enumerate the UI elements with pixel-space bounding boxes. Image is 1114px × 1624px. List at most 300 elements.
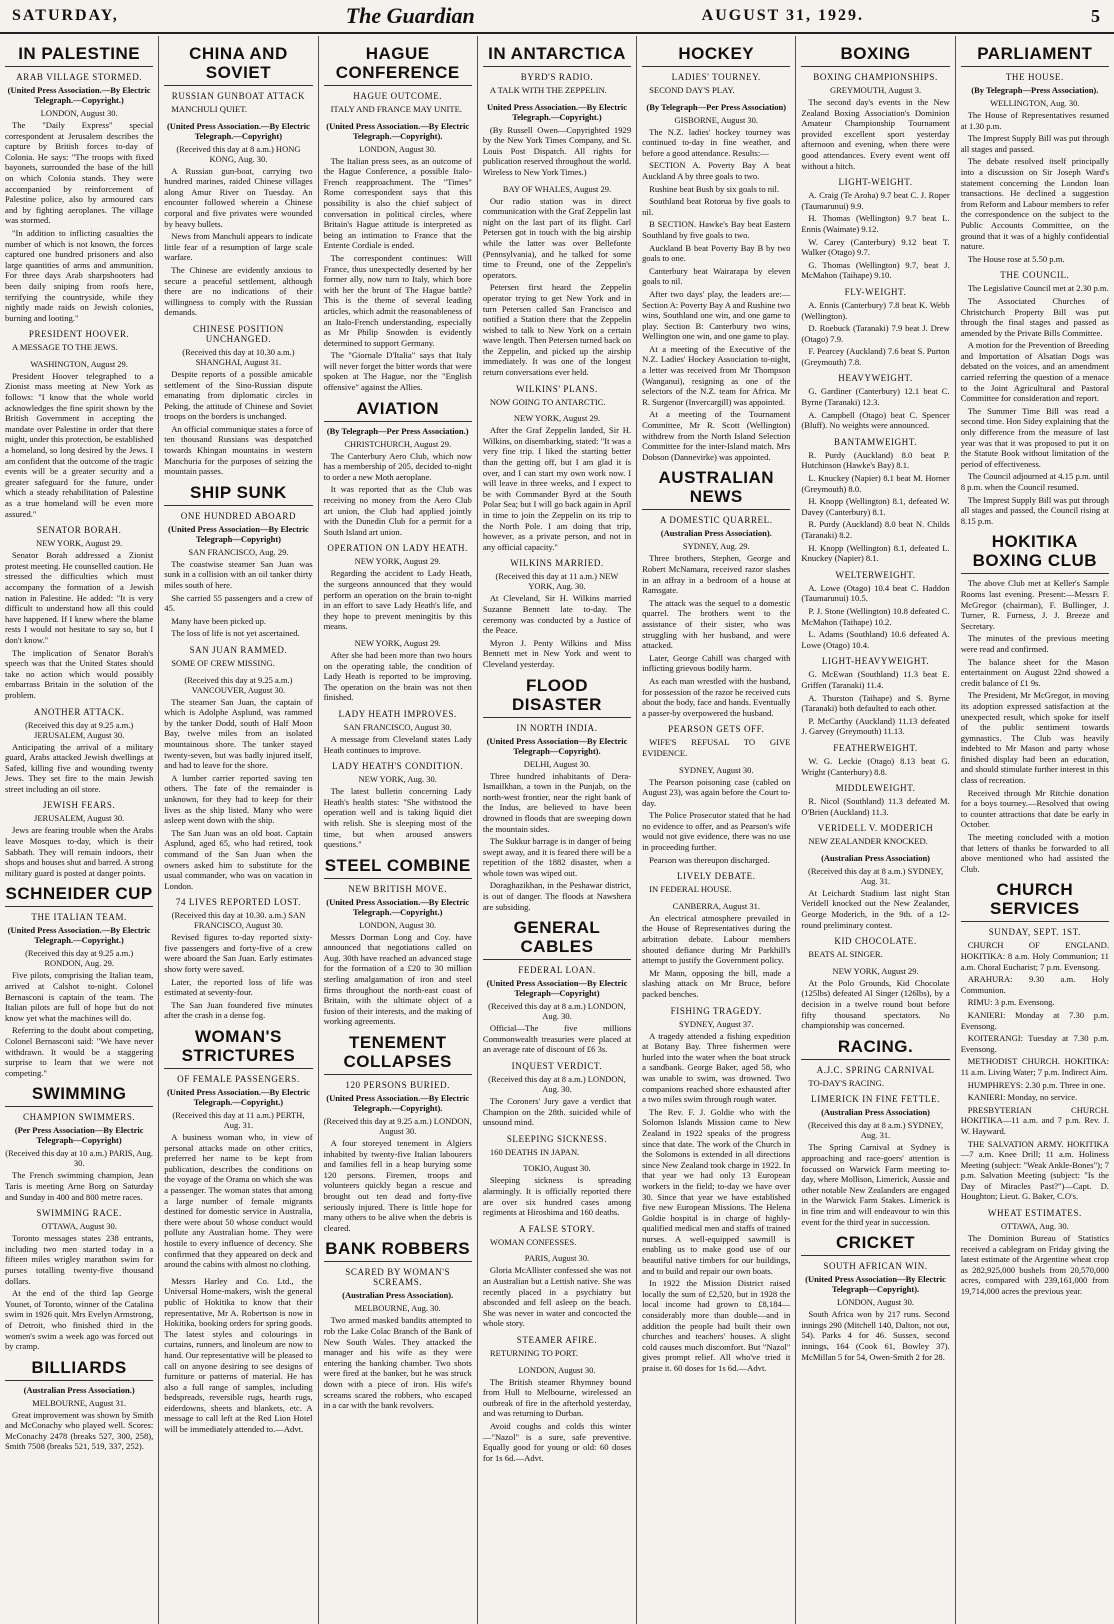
dateline: CHRISTCHURCH, August 29. xyxy=(344,438,452,449)
article-paragraph: The second day's events in the New Zealand Boxing Association's Dominion Amateur Championship Tournament provided excellent sport yesterday afternoon and evening, when there were good attendances. Every event went off without a hitch. xyxy=(801,97,950,171)
article-paragraph: P. J. Stone (Wellington) 10.8 defeated C. McMahon (Taihape) 10.2. xyxy=(801,605,950,627)
dateline: MELBOURNE, Aug. 30. xyxy=(354,1303,441,1314)
article-paragraph: The British steamer Rhymney bound from Hull to Melbourne, wirelessed an outbreak of fire in the afterhold yesterday, and was returning to Durban. xyxy=(482,1376,632,1419)
article-subheading: LIGHT-HEAVYWEIGHT. xyxy=(821,656,930,667)
article-paragraph: A. Thurston (Taihape) and S. Byrne (Taranaki) both defaulted to each other. xyxy=(801,692,950,714)
press-credit: (United Press Association—By Electric Telegraph—Copyright). xyxy=(805,1274,946,1295)
article-paragraph: (By Russell Owen—Copyrighted 1929 by the New York Times Company, and St. Louis Post Dispatch. All rights for publication reserved throughout the world. Wireless to New York Times.) xyxy=(482,124,632,177)
article-paragraph: Referring to the doubt about competing, Colonel Bernasconi said: "We have never withdrawn. It would be a staggering surprise to learn that we were not competing." xyxy=(5,1025,154,1078)
article-paragraph: PRESBYTERIAN CHURCH. HOKITIKA—11 a.m. and 7 p.m. Rev. J. W. Hayward. xyxy=(960,1104,1109,1136)
article-subheading: FLY-WEIGHT. xyxy=(844,286,907,297)
press-credit: (By Telegraph—Per Press Association.) xyxy=(326,425,469,436)
article-subheading: OPERATION ON LADY HEATH. xyxy=(327,543,468,554)
article xyxy=(324,1239,472,1410)
column-7 xyxy=(956,36,1114,1624)
article-subheading: KID CHOCOLATE. xyxy=(834,936,917,947)
article-paragraph: "In addition to inflicting casualties the number of which is not known, the forces captured one hundred prisoners and also large quantities of arms and ammunition. For three days Arab sharpshooters had been daily sniping from roofs here, terrifying the countryside, while they nightly made raids on Jewish colonies, burning and looting." xyxy=(5,227,154,323)
article-headline: SHIP SUNK xyxy=(164,483,312,506)
article-subheading: A DOMESTIC QUARREL. xyxy=(659,515,773,526)
article-paragraph: The President, Mr McGregor, in moving its adoption expressed satisfaction at the unexpected result, which spoke for itself of the public sentiment towards gymnastics. The Club was heavily indebted to Mr Mason and party whose finished display had been an education, and should stimulate further interest in this class of recreation. xyxy=(960,690,1109,786)
article-paragraph: IN FEDERAL HOUSE. xyxy=(649,884,732,895)
article-paragraph: After she had been more than two hours on the operating table, the condition of Lady Heath is reported to be improving. The operation on the brain was not then finished. xyxy=(323,649,472,703)
columns-container xyxy=(0,36,1114,1624)
article-paragraph: G. McEwan (Southland) 11.3 beat E. Griffen (Taranaki) 11.4. xyxy=(801,669,950,690)
article-paragraph: The "Giornale D'Italia" says that Italy will never forget the bitter words that were spoken at The Hague, nor the "English offensive" against the Allies. xyxy=(323,350,472,393)
article-paragraph: CHURCH OF ENGLAND. HOKITIKA: 8 a.m. Holy Communion; 11 a.m. Choral Eucharist; 7 p.m. Evensong. xyxy=(960,940,1109,972)
article-paragraph: The Summer Time Bill was read a second time. Hon Sidey explaining that the only difference from the measure of last year was that it was proposed to put it on the Statute Book without limitation of the period of effectiveness. xyxy=(960,405,1109,469)
article-subheading: A.J.C. SPRING CARNIVAL xyxy=(816,1064,935,1075)
article-paragraph: The debate resolved itself principally into a discussion on Sir Joseph Ward's statement concerning the London loan transactions. He declined a suggestion from Reform and Labour members to refer the correspondence on the subject to the Public Accounts Committee, on the ground that it was of a highly confidential nature. xyxy=(960,156,1109,252)
article xyxy=(801,1094,949,1227)
article-paragraph: Later, the reported loss of life was estimated at seventy-four. xyxy=(164,976,313,998)
dateline: JERUSALEM, August 30. xyxy=(34,813,125,824)
dateline: (Received this day at 8 a.m.) SYDNEY, Aug. 31. xyxy=(807,1120,944,1141)
article-paragraph: 160 DEATHS IN JAPAN. xyxy=(489,1146,580,1157)
article-headline: HAGUE CONFERENCE xyxy=(324,44,472,86)
article-paragraph: D. Roebuck (Taranaki) 7.9 beat J. Drew (Otago) 7.9. xyxy=(801,323,950,344)
article-paragraph: Petersen first heard the Zeppelin operator trying to get New York and in turn Petersen called San Francisco and notified a Station there that the Zeppelin wished to talk to New York on a certain wave length. Then Petersen turned back on the Zeppelin, and picked up the airship immediately. It was one of the longest return conversations ever held. xyxy=(482,282,632,378)
dateline: (Received this day at 8 a.m.) HONG KONG, Aug. 30. xyxy=(176,143,301,164)
article-paragraph: The latest bulletin concerning Lady Heath's health states: "She withstood the operation well and is taking liquid diet with relish. She is sleeping most of the time, but when aroused answers questions." xyxy=(323,786,472,850)
article-headline: CRICKET xyxy=(801,1233,949,1256)
article-subheading: FISHING TRAGEDY. xyxy=(670,1005,762,1016)
article-paragraph: Canterbury beat Wairarapa by eleven goals to nil. xyxy=(642,265,791,287)
article-paragraph: RETURNING TO PORT. xyxy=(489,1347,578,1358)
article-paragraph: NEW ZEALANDER KNOCKED. xyxy=(808,836,928,847)
dateline: NEW YORK, August 29. xyxy=(354,637,441,648)
article-paragraph: A lumber carrier reported saving ten others. The fate of the remainder is unknown, for they had to keep for their lives as the ship listed. Many who were asleep went down with the ship. xyxy=(164,772,313,826)
article-paragraph: An electrical atmosphere prevailed in the House of Representatives during the arbitration debate. Labour members shouted defiance during Mr Parkhill's attempt to justify the Government policy. xyxy=(642,912,791,966)
masthead xyxy=(0,0,1114,34)
article-paragraph: After the Graf Zeppelin landed, Sir H. Wilkins, on disembarking, stated: "It was a very fine trip. I liked the starting better than the getting off, but I am glad it is over, and I can start my own work now. I will leave in three weeks, and I expect to be with Commander Byrd at the South Polar Sea; but I will go back again in April in time to join the Zeppelin on its trip to the North Pole. I am doing that trip, however, as a private person, and not in any official capacity." xyxy=(482,425,632,552)
article xyxy=(961,44,1109,264)
article xyxy=(5,884,153,1078)
article xyxy=(801,373,949,430)
article xyxy=(801,177,949,281)
article-paragraph: Two armed masked bandits attempted to rob the Lake Colac Branch of the Bank of New South Wales. They attacked the manager and his wife as they were entering the banking chamber. Two shots were fired at the banker, but he was struck down with a piece of iron. His wife's screams scared the robbers, who escaped in a car with the bank revolvers. xyxy=(323,1315,472,1411)
dateline: BAY OF WHALES, August 29. xyxy=(502,183,612,194)
article-subheading: ARAB VILLAGE STORMED. xyxy=(16,72,143,82)
article-headline: CHINA AND SOVIET xyxy=(164,44,312,86)
article-subheading: LADIES' TOURNEY. xyxy=(671,72,761,82)
dateline: LONDON, August 30. xyxy=(837,1297,915,1308)
press-credit: (United Press Association.—By Electric Telegraph.—Copyright). xyxy=(326,1093,470,1114)
article xyxy=(483,184,631,378)
article-subheading: BANTAMWEIGHT. xyxy=(833,436,918,447)
article-paragraph: B SECTION. Hawke's Bay beat Eastern Southland by five goals to two. xyxy=(642,219,791,240)
article-paragraph: President Hoover telegraphed to a Zionist mass meeting at New York as follows: "I know that the whole world acknowledges the fine spirit shown by the British Government in accepting the mandate over Palestine in order that there might, under this protection, be established a homeland, so long desired by the Jews. I am confident that the outcome of the tragic events will be a greater security and a greater safeguard for the future, under which a steady rehabilitation of Palestine as a true homeland will be even more assured." xyxy=(5,370,154,519)
article-paragraph: ITALY AND FRANCE MAY UNITE. xyxy=(330,104,462,114)
article-paragraph: A motion for the Prevention of Breeding and Importation of Alsatian Dogs was debated on the voices, and an amendment carried referring the question of a menace to the Joint Agricultural and Pastoral Committee for consideration and report. xyxy=(960,340,1109,404)
article-subheading: 120 PERSONS BURIED. xyxy=(345,1080,451,1091)
article-paragraph: Great improvement was shown by Smith and McConachy who played well. Scores: McConachy 2478 (breaks 527, 300, 258), Smith 7508 (breaks 521, 519, 337, 252). xyxy=(5,1409,154,1452)
article xyxy=(642,468,790,718)
article xyxy=(801,966,949,1031)
article-paragraph: H. Thomas (Wellington) 9.7 beat L. Ennis (Waimate) 9.12. xyxy=(801,213,950,234)
press-credit: (By Telegraph—Per Press Association) xyxy=(646,101,787,112)
article-headline: GENERAL CABLES xyxy=(483,918,631,960)
article-subheading: STEAMER AFIRE. xyxy=(516,1334,598,1345)
article xyxy=(483,918,631,1055)
article xyxy=(642,102,790,463)
article-paragraph: R. Purdy (Auckland) 8.0 beat P. Hutchinson (Hawke's Bay) 8.1. xyxy=(801,449,950,471)
dateline: LONDON, August 30. xyxy=(359,919,437,930)
article xyxy=(483,1365,631,1464)
article xyxy=(164,1027,312,1270)
article-subheading: ONE HUNDRED ABOARD xyxy=(180,510,297,521)
dateline: (Received this day at 9.25 a.m.) VANCOUVER, August 30. xyxy=(184,674,293,695)
article-paragraph: Our radio station was in direct communication with the Graf Zeppelin last night on the last part of its flight. Carl Petersen got in touch with the big airship while the latter was over Bellefonte (Pennsylvania), and he talked for some time to Freund, one of the Zeppelin's operators. xyxy=(482,195,632,280)
dateline: (Received this day at 11 a.m.) NEW YORK, Aug. 30. xyxy=(495,571,619,592)
article-subheading: OF FEMALE PASSENGERS. xyxy=(177,1074,300,1085)
article xyxy=(164,645,312,669)
article-paragraph: HUMPHREYS: 2.30 p.m. Three in one. xyxy=(967,1079,1106,1090)
article-paragraph: Many have been picked up. xyxy=(171,615,267,626)
article xyxy=(961,270,1109,526)
press-credit: (By Telegraph—Press Association). xyxy=(971,85,1099,95)
article xyxy=(642,44,790,96)
dateline: GISBORNE, August 30. xyxy=(674,114,759,125)
article-paragraph: Toronto messages states 238 entrants, including two men started today in a fifteen miles wrigley marathon swim for purses totalling twenty-five thousand dollars. xyxy=(5,1233,154,1286)
article xyxy=(801,783,949,817)
article xyxy=(801,1037,949,1089)
article-paragraph: The Sukkur barrage is in danger of being swept away, and it is feared there will be a repetition of the 1882 disaster, when a whole town was wiped out. xyxy=(482,836,632,878)
dateline: NEW YORK, August 29. xyxy=(513,413,601,424)
article-paragraph: Gloria McAllister confessed she was not an Australian but a Lettish native. She was recently placed in a psychiatry but absconded and fell asleep on the beach. She was never in water and concocted the whole story. xyxy=(482,1265,632,1329)
article-paragraph: SECTION A. Poverty Bay A beat Auckland A by three goals to two. xyxy=(642,160,791,181)
article-paragraph: At a meeting of the Executive of the N.Z. Ladies' Hockey Association to-night, a letter was received from Mr Thompson (Wanganui), resigning as one of the selectors of the N.Z. team for Africa. Mr R. Surgenor (Invercargill) was appointed. xyxy=(642,343,791,407)
article-paragraph: Later, George Cahill was charged with inflicting grievous bodily harm. xyxy=(642,652,791,674)
article xyxy=(801,570,949,651)
article-paragraph: TO-DAY'S RACING. xyxy=(808,1077,884,1088)
article xyxy=(801,437,949,564)
press-credit: (Australian Press Association) xyxy=(821,1107,931,1118)
article-subheading: LADY HEATH'S CONDITION. xyxy=(332,761,464,772)
article-subheading: MIDDLEWEIGHT. xyxy=(835,783,916,794)
article-paragraph: South Africa won by 217 runs. Second innings 290 (Mitchell 140, Dalton, not out, 54). Parks 4 for 46. Sussex, second innings, 164 (Cook 61, Bowley 37). McMillan 5 for 54, Owen-Smith 2 for 28. xyxy=(801,1309,950,1362)
article xyxy=(801,287,949,368)
dateline: NEW YORK, August 29. xyxy=(36,538,123,549)
article-paragraph: The coastwise steamer San Juan was sunk in a collision with an oil tanker thirty miles south of here. xyxy=(164,558,313,591)
article-paragraph: Three brothers, Stephen, George and Robert McNamara, received razor slashes in an affray in a bedroom of a house at Ramsgate. xyxy=(642,553,791,596)
press-credit: (Australian Press Association). xyxy=(660,528,772,539)
article-paragraph: Messrs Harley and Co. Ltd., the Universal Home-makers, wish the general public of Hokitika to know that their representative, Mr A. Robertson is now in Hokitika, booking orders for spring goods. The latest styles and colourings in curtains, runners, and linoleum are now to hand. Our representative will be pleased to call on anyone desiring to see designs of furniture or patterns of material. He has also a full range of samples, including bedspreads, reversible rugs, hearth rugs, eiderdowns, sheets and blankets, etc. A message to call left at the Red Lion Hotel will be immediately attended to.—Advt. xyxy=(164,1275,313,1435)
dateline: WELLINGTON, Aug. 30. xyxy=(990,98,1080,108)
dateline: NEW YORK, Aug. 30. xyxy=(358,774,437,785)
article-headline: TENEMENT COLLAPSES xyxy=(324,1033,472,1075)
article-subheading: JEWISH FEARS. xyxy=(42,800,116,811)
dateline: SYDNEY, August 30. xyxy=(679,764,754,775)
article xyxy=(483,102,631,178)
article-headline: SCHNEIDER CUP xyxy=(5,884,153,907)
article xyxy=(164,121,312,318)
dateline: WASHINGTON, August 29. xyxy=(30,358,128,369)
article-paragraph: Jews are fearing trouble when the Arabs leave Mosques to-day, which is their Sabbath. They will remain indoors, their shops and houses shut and barred. A strong military guard is posted at danger points. xyxy=(5,825,154,878)
article xyxy=(483,384,631,408)
article-subheading: WELTERWEIGHT. xyxy=(835,569,916,580)
article-paragraph: A MESSAGE TO THE JEWS. xyxy=(12,342,118,353)
dateline: CANBERRA, August 31. xyxy=(672,900,760,911)
article xyxy=(324,399,472,538)
article xyxy=(801,853,949,930)
article-paragraph: Mr Mann, opposing the bill, made a slashing attack on Mr Bruce, before packed benches. xyxy=(642,967,791,999)
article-headline: AUSTRALIAN NEWS xyxy=(642,468,790,510)
article-headline: IN PALESTINE xyxy=(5,44,153,67)
article-paragraph: The loss of life is not yet ascertained. xyxy=(171,628,300,639)
article xyxy=(801,936,949,960)
article-paragraph: The Spring Carnival at Sydney is approaching and race-goers' attention is focussed on Warwick Farm meeting to-day, where Mollison, Limerick, Aussie and other notable New Zealanders are engaged in the Warwick Farm Stakes. Limerick is in fine trim and will endeavour to win this event for the third year in succession. xyxy=(801,1142,950,1227)
article-paragraph: SOME OF CREW MISSING. xyxy=(171,658,275,668)
article-paragraph: The Council adjourned at 4.15 p.m. until 8 p.m. when the Council resumed. xyxy=(960,471,1109,492)
dateline: NEW YORK, August 29. xyxy=(354,556,441,567)
article xyxy=(324,709,472,755)
dateline: LONDON, August 30. xyxy=(518,1364,596,1375)
press-credit: (United Press Association.—By Electric Telegraph.—Copyright.) xyxy=(7,85,151,105)
article-paragraph: F. Pearcey (Auckland) 7.6 beat S. Purton (Greymouth) 7.8. xyxy=(801,346,950,367)
article xyxy=(483,676,631,913)
dateline: TOKIO, August 30. xyxy=(523,1163,591,1174)
article-subheading: INQUEST VERDICT. xyxy=(511,1061,603,1072)
article-paragraph: A. Ennis (Canterbury) 7.8 beat K. Webb (Wellington). xyxy=(801,299,950,321)
article-paragraph: Regarding the accident to Lady Heath, the surgeons announced that they would perform an operation on the brain to-night in an effort to save Lady Heath's life, and they hope to prevent meningitis by this means. xyxy=(323,568,472,632)
article-paragraph: W. G. Leckie (Otago) 8.13 beat G. Wright (Canterbury) 8.8. xyxy=(801,755,950,777)
dateline: (Received this day at 10 a.m.) PARIS, Aug. 30. xyxy=(5,1148,153,1169)
article-subheading: BOXING CHAMPIONSHIPS. xyxy=(813,72,938,82)
article-paragraph: L. Adams (Southland) 10.6 defeated A. Lowe (Otago) 10.4. xyxy=(801,629,950,650)
article-headline: BANK ROBBERS xyxy=(324,1239,472,1262)
article-subheading: THE HOUSE. xyxy=(1005,72,1064,82)
article-paragraph: R. Purdy (Auckland) 8.0 beat N. Childs (Taranaki) 8.2. xyxy=(801,519,950,540)
article xyxy=(164,675,312,892)
article-paragraph: The Associated Churches of Christchurch Property Bill was put through the final stages and passed as amended by the Private Bills Committee. xyxy=(960,295,1109,338)
article xyxy=(961,880,1109,1202)
article xyxy=(801,1233,949,1362)
article-paragraph: Five pilots, comprising the Italian team, arrived at Calshot to-night. Colonel Bernasconi is captain of the team. The Italian pilots are full of hope but do not know yet what the machines will do. xyxy=(5,970,154,1023)
article xyxy=(324,121,472,393)
article-subheading: THE COUNCIL. xyxy=(1000,270,1070,281)
article-subheading: SAN JUAN RAMMED. xyxy=(189,645,288,655)
article-subheading: CHINESE POSITION UNCHANGED. xyxy=(192,323,284,344)
article-paragraph: The Canterbury Aero Club, which now has a membership of 205, decided to-night to order a new Moth aeroplane. xyxy=(323,450,472,482)
article-paragraph: The above Club met at Keller's Sample Rooms last evening. Present:—Messrs F. McGregor (chairman), F. Bullinger, J. Turner, R. Furness, J. J. Breeze and Secretary. xyxy=(960,578,1109,631)
column-2 xyxy=(159,36,318,1624)
dateline: GREYMOUTH, August 3. xyxy=(829,85,922,95)
article-subheading: IN NORTH INDIA. xyxy=(516,722,598,733)
press-credit: (United Press Association.—By Electric Telegraph.—Copyright.) xyxy=(326,896,470,917)
article-paragraph: Despite reports of a possible amicable settlement of the Sino-Russian dispute emanating from diplomatic circles in Peking, the attitude of Chinese and Soviet troops on the borders is unchanged. xyxy=(164,368,313,422)
article-paragraph: The Legislative Council met at 2.30 p.m. xyxy=(967,283,1109,294)
article-paragraph: H. Knopp (Wellington) 8.1, defeated L. Knuckey (Napier) 8.1. xyxy=(801,542,950,564)
article-paragraph: A tragedy attended a fishing expedition at Botany Bay. Three fishermen were hurled into the water when the boat struck a sandbank. George Baker, aged 58, who was unable to swim, was drowned. Two companions reached shore exhausted after a two miles swim through rough water. xyxy=(642,1030,791,1105)
article-paragraph: The French swimming champion, Jean Taris is meeting Arne Borg on Saturday and Sunday in 400 and 800 metre races. xyxy=(5,1170,154,1202)
article-subheading: A FALSE STORY. xyxy=(519,1223,595,1234)
article-paragraph: H. Knopp (Wellington) 8.1, defeated W. Davey (Canterbury) 8.1. xyxy=(801,496,950,517)
dateline: OTTAWA, Aug. 30. xyxy=(1000,1221,1069,1232)
article-subheading: LIVELY DEBATE. xyxy=(676,871,756,882)
article-paragraph: The balance sheet for the Mason entertainment on August 22nd showed a credit balance of £1 9s. xyxy=(960,656,1109,688)
article-paragraph: Revised figures to-day reported sixty-five passengers and forty-five of a crew were aboard the San Juan. Early estimates show forty were saved. xyxy=(164,932,313,975)
article xyxy=(483,1061,631,1128)
article-paragraph: At the Polo Grounds, Kid Chocolate (125lbs) defeated Al Singer (126lbs), by a decision in a twelve round bout before fifty thousand spectators. No championship was concerned. xyxy=(801,977,950,1031)
press-credit: (United Press Association.—By Electric Telegraph.—Copyright) xyxy=(166,120,310,141)
dateline: SAN FRANCISCO, August 30. xyxy=(343,721,452,732)
article-subheading: WILKINS MARRIED. xyxy=(510,558,604,569)
article-paragraph: The Coroners' Jury gave a verdict that Champion on the 28th. suicided while of unsound mind. xyxy=(482,1096,632,1128)
article-paragraph: The correspondent continues: Will France, thus unexpectedly deserted by her former ally, now turn to Italy, which bore with her the brunt of The Hague battle? This is the theme of several leading articles, which admit the reasonableness of an Italo-French understanding, especially as Mr Philip Snowden is evidently determined to support Germany. xyxy=(323,252,472,348)
article xyxy=(483,413,631,552)
article-subheading: 74 LIVES REPORTED LOST. xyxy=(175,897,301,908)
article-paragraph: NOW GOING TO ANTARCTIC. xyxy=(489,396,606,407)
press-credit: (Australian Press Association). xyxy=(342,1290,454,1301)
article-subheading: NEW BRITISH MOVE. xyxy=(348,883,448,894)
article xyxy=(324,44,472,115)
article-subheading: BYRD'S RADIO. xyxy=(520,72,594,82)
press-credit: (United Press Association—By Electric Telegraph—Copyright) xyxy=(486,978,628,999)
article-paragraph: METHODIST CHURCH. HOKITIKA: 11 a.m. Living Water; 7 p.m. Indirect Aim. xyxy=(960,1056,1109,1077)
article xyxy=(801,44,949,171)
article-subheading: THE ITALIAN TEAM. xyxy=(31,912,127,923)
dateline: SYDNEY, August 37. xyxy=(679,1018,754,1029)
article-headline: RACING. xyxy=(801,1037,949,1060)
article-subheading: SLEEPING SICKNESS. xyxy=(506,1133,608,1144)
article-paragraph: Received through Mr Ritchie donation for a boys tourney.—Resolved that owing to counter attractions that date be early in October. xyxy=(960,787,1109,830)
article-paragraph: After two days' play, the leaders are:—Section A: Poverty Bay A and Rushine two wins, Southland one win, and one game to play. Section B: Canterbury two wins, Wellington one win, and one game to play. xyxy=(642,288,791,342)
article xyxy=(324,1033,472,1233)
article-headline: AVIATION xyxy=(324,399,472,422)
article-paragraph: The Imprest Supply Bill was put through all stages and passed. xyxy=(960,133,1109,154)
article-paragraph: An official communique states a force of ten thousand Russians was despatched towards Khingan mountains in western Manchuria for the purposes of seizing the mountain passes. xyxy=(164,423,313,477)
article-headline: SWIMMING xyxy=(5,1084,153,1107)
article-paragraph: At the end of the third lap George Younet, of Toronto, winner of the Catalina swim in 1926 quit. Mrs Evelyn Armstrong, of Detroit, who finished third in the women's swim a week ago was forced out by cramp. xyxy=(5,1288,154,1352)
article-paragraph: A four storeyed tenement in Algiers inhabited by twenty-five Italian labourers and families fell in a heap burying some 120 persons. Firemen, troops and volunteers quickly began a rescue and brought out ten dead and forty-five seriously injured. There is little hope for many others to be alive when the debris is cleared. xyxy=(323,1138,472,1233)
press-credit: (United Press Association.—By Electric Telegraph.—Copyright.) xyxy=(7,925,151,946)
article xyxy=(164,324,312,477)
article-paragraph: G. Thomas (Wellington) 9.7, beat J. McMahon (Taihape) 9.10. xyxy=(801,259,950,281)
article-paragraph: The Italian press sees, as an outcome of the Hague Conference, a possible Italo-French reapproachment. The "Times" Rome correspondent says that this possibility is also the chief subject of conversation in political circles, where Britain's Hague attitude is interpreted as being an intimation to France that the Entente Cordiale is ended. xyxy=(323,155,472,251)
article-paragraph: RIMU: 3 p.m. Evensong. xyxy=(967,997,1055,1008)
article-paragraph: P. McCarthy (Auckland) 11.13 defeated J. Garvey (Greymouth) 11.13. xyxy=(801,715,950,737)
article-subheading: LIGHT-WEIGHT. xyxy=(838,177,913,188)
article xyxy=(801,743,949,777)
article-paragraph: WOMAN CONFESSES. xyxy=(489,1236,577,1247)
article-paragraph: Anticipating the arrival of a military guard, Arabs attacked Jewish dwellings at Safed, killing five and wounding twenty Jews. They set fire to the main Jewish street including an oil store. xyxy=(5,741,154,794)
dateline: OTTAWA, August 30. xyxy=(41,1221,117,1232)
article-headline: BILLIARDS xyxy=(5,1358,153,1381)
article-paragraph: At Leichardt Stadium last night Stan Veridell knocked out the New Zealander, George Moderich, in the 9th. of a 12-round preliminary contest. xyxy=(801,887,950,930)
masthead-date: AUGUST 31, 1929. xyxy=(701,7,865,24)
article-paragraph: The House of Representatives resumed at 1.30 p.m. xyxy=(960,110,1109,131)
article-paragraph: Senator Borah addressed a Zionist protest meeting. He counselled caution. He stressed the difficulties which must accompany the formation of a Jewish nation in Palestine. He added: "It is very difficult to understand how all this could have happened. If I knew where the blame rests I would not hesitate to say so, but I don't know." xyxy=(5,550,154,645)
article-paragraph: The N.Z. ladies' hockey tourney was continued to-day in fine weather, and before a good attendance. Results:— xyxy=(642,126,791,158)
article-paragraph: A. Craig (Te Aroha) 9.7 beat C. J. Roper (Taumarunui) 9.9. xyxy=(801,190,950,211)
dateline: (Received this day at 10.30 a.m.) SHANGHAI, August 31. xyxy=(182,346,295,367)
dateline: SAN FRANCISCO, Aug. 29. xyxy=(188,546,289,557)
article-paragraph: The implication of Senator Borah's speech was that the United States should take no action which would possibly embarrass Britain in the solution of the problem. xyxy=(5,647,154,700)
article-paragraph: Myron J. Penty Wilkins and Miss Bennett met in New York and went to Cleveland yesterday. xyxy=(482,637,632,669)
dateline: (Received this day at 9.25 a.m.) JERUSALEM, August 30. xyxy=(25,719,134,740)
article-paragraph: A Russian gun-boat, carrying two hundred marines, raided Chinese villages along Amur River on Tuesday. An encounter followed wherein a Chinese corporal and five privates were wounded by heavy bullets. xyxy=(164,165,313,229)
article-paragraph: Official—The five millions Commonwealth treasuries were placed at an average rate of discount of £6 3s. xyxy=(482,1023,632,1055)
article-paragraph: W. Carey (Canterbury) 9.12 beat T. Walker (Otago) 9.7. xyxy=(801,236,950,258)
article-subheading: VERIDELL V. MODERICH xyxy=(817,823,934,834)
article xyxy=(801,823,949,847)
article-subheading: WHEAT ESTIMATES. xyxy=(987,1208,1082,1219)
article xyxy=(164,44,312,115)
article-paragraph: THE SALVATION ARMY. HOKITIKA—7 a.m. Knee Drill; 11 a.m. Holiness Meeting (subject: "Weak Ankle-Bones"); 7 p.m. Salvation Meeting (subject: "Is the Day of Miracles Past?")—Capt. D. Houghton; Lieut. G. Baker, C.O's. xyxy=(960,1138,1109,1202)
article-paragraph: A. Lowe (Otago) 10.4 beat C. Haddon (Taumarunui) 10.5. xyxy=(801,582,950,604)
article-paragraph: The minutes of the previous meeting were read and confirmed. xyxy=(960,633,1109,654)
article-headline: STEEL COMBINE xyxy=(324,856,472,879)
article-subheading: PRESIDENT HOOVER. xyxy=(28,329,130,340)
article-subheading: HAGUE OUTCOME. xyxy=(353,91,443,101)
article xyxy=(642,1006,790,1374)
article-subheading: SCARED BY WOMAN'S SCREAMS. xyxy=(345,1267,451,1288)
dateline: (Received this day at 11 a.m.) PERTH, Aug. 31. xyxy=(172,1110,305,1131)
article-paragraph: Rushine beat Bush by six goals to nil. xyxy=(649,183,779,194)
article-subheading: CHAMPION SWIMMERS. xyxy=(22,1112,136,1123)
dateline: LONDON, August 30. xyxy=(40,108,118,118)
article xyxy=(5,525,153,700)
article-paragraph: The steamer San Juan, the captain of which is Adolphe Asplund, was rammed by the tanker Dodd, south of Half Moon Bay, twelve miles from an isolated mountainous shore. The tanker stayed twenty-seven, but was badly injured itself, and had to leave for the shore. xyxy=(164,696,313,771)
article-paragraph: KANIERI: Monday, no service. xyxy=(967,1092,1078,1103)
article-paragraph: Doraghazikhan, in the Peshawar district, is out of danger. The floods at Nawshera are subsiding. xyxy=(482,880,632,912)
article xyxy=(324,543,472,632)
dateline: (Received this day at 9.25 a.m.) RONDON, Aug. 29. xyxy=(25,948,134,969)
column-1 xyxy=(0,36,159,1624)
article xyxy=(5,707,153,795)
article-paragraph: Sleeping sickness is spreading alarmingly. It is officially reported there are over six hundred cases among regiments at Hiroshima and 160 deaths. xyxy=(482,1175,632,1218)
press-credit: (United Press Association.—By Electric Telegraph.—Copyright.) xyxy=(166,1087,310,1108)
article xyxy=(483,558,631,669)
article-subheading: FEATHERWEIGHT. xyxy=(833,742,918,753)
article-paragraph: KOITERANGI: Tuesday at 7.30 p.m. Evensong. xyxy=(960,1033,1109,1054)
article-headline: CHURCH SERVICES xyxy=(961,880,1109,922)
article xyxy=(642,765,790,866)
article-paragraph: In 1922 the Mission District raised locally the sum of £2,520, but in 1928 the local income had grown to £8,184—considerably more than double—and in addition the people had built their own churches and teachers' houses. A slight cold causes much discomfort. But "Nazol" gives prompt relief. All who've tried it praise it. 60 doses for 1s 6d.—Advt. xyxy=(642,1278,791,1373)
article-paragraph: KANIERI: Monday at 7.30 p.m. Evensong. xyxy=(960,1009,1109,1031)
article xyxy=(483,1163,631,1217)
column-4 xyxy=(478,36,637,1624)
article-headline: HOKITIKA BOXING CLUB xyxy=(961,532,1109,574)
article-paragraph: The Pearson poisoning case (cabled on August 23), was again before the Court to-day. xyxy=(642,776,791,808)
article-paragraph: A TALK WITH THE ZEPPELIN. xyxy=(489,85,607,95)
article xyxy=(5,800,153,878)
article-headline: BOXING xyxy=(801,44,949,67)
article xyxy=(961,532,1109,874)
article-paragraph: The Chinese are evidently anxious to secure a peaceful settlement, although there are no indications of their willingness to comply with the Russian demands. xyxy=(164,264,313,318)
dateline: SYDNEY, Aug. 29. xyxy=(682,541,750,552)
article xyxy=(324,856,472,1027)
article-paragraph: The Imprest Supply Bill was put through all stages and passed, the Council rising at 8.15 p.m. xyxy=(960,494,1109,526)
article xyxy=(5,329,153,353)
article xyxy=(961,1208,1109,1297)
masthead-title: The Guardian xyxy=(345,3,475,28)
article-paragraph: Auckland B beat Poverty Bay B by two goals to one. xyxy=(642,242,791,264)
dateline: (Received this day at 8 a.m.) SYDNEY, Aug. 31. xyxy=(807,865,944,886)
article xyxy=(483,44,631,96)
article-paragraph: She carried 55 passengers and a crew of 45. xyxy=(164,592,313,614)
article-subheading: HEAVYWEIGHT. xyxy=(838,373,913,384)
article-paragraph: The Dominion Bureau of Statistics received a cablegram on Friday giving the latest estimate of the Argentine wheat crop as 282,925,000 bushels from 20,570,000 acres, compared with 239,161,000 from 19,714,000 acres the previous year. xyxy=(960,1233,1109,1297)
article-paragraph: Messrs Dorman Long and Coy. have announced that negotiations called on Aug. 30th have reached an advanced stage for the formation of a £20 to 30 million sterling amalgamation of iron and steel firms throughout the north-east coast of Britain, with the ultimate object of a fusion of their interests, and the making of working agreements. xyxy=(323,931,472,1027)
article xyxy=(642,724,790,758)
article-paragraph: The San Juan was an old boat. Captain Asplund, aged 65, who had retired, took command of the San Juan when the owners asked him to substitute for the usual commander, who was on vacation in London. xyxy=(164,827,313,891)
article-paragraph: At Cleveland, Sir H. Wilkins married Suzanne Bennett late to-day. The ceremony was conducted by a Justice of the Peace. xyxy=(482,593,632,636)
article-subheading: SOUTH AFRICAN WIN. xyxy=(823,1261,928,1272)
dateline: (Received this day at 8 a.m.) LONDON, Aug. 30. xyxy=(488,1001,626,1022)
article-paragraph: The meeting concluded with a motion that letters of thanks be forwarded to all above mentioned who had assisted the Club. xyxy=(960,832,1109,874)
article-subheading: SUNDAY, SEPT. 1ST. xyxy=(988,927,1081,938)
